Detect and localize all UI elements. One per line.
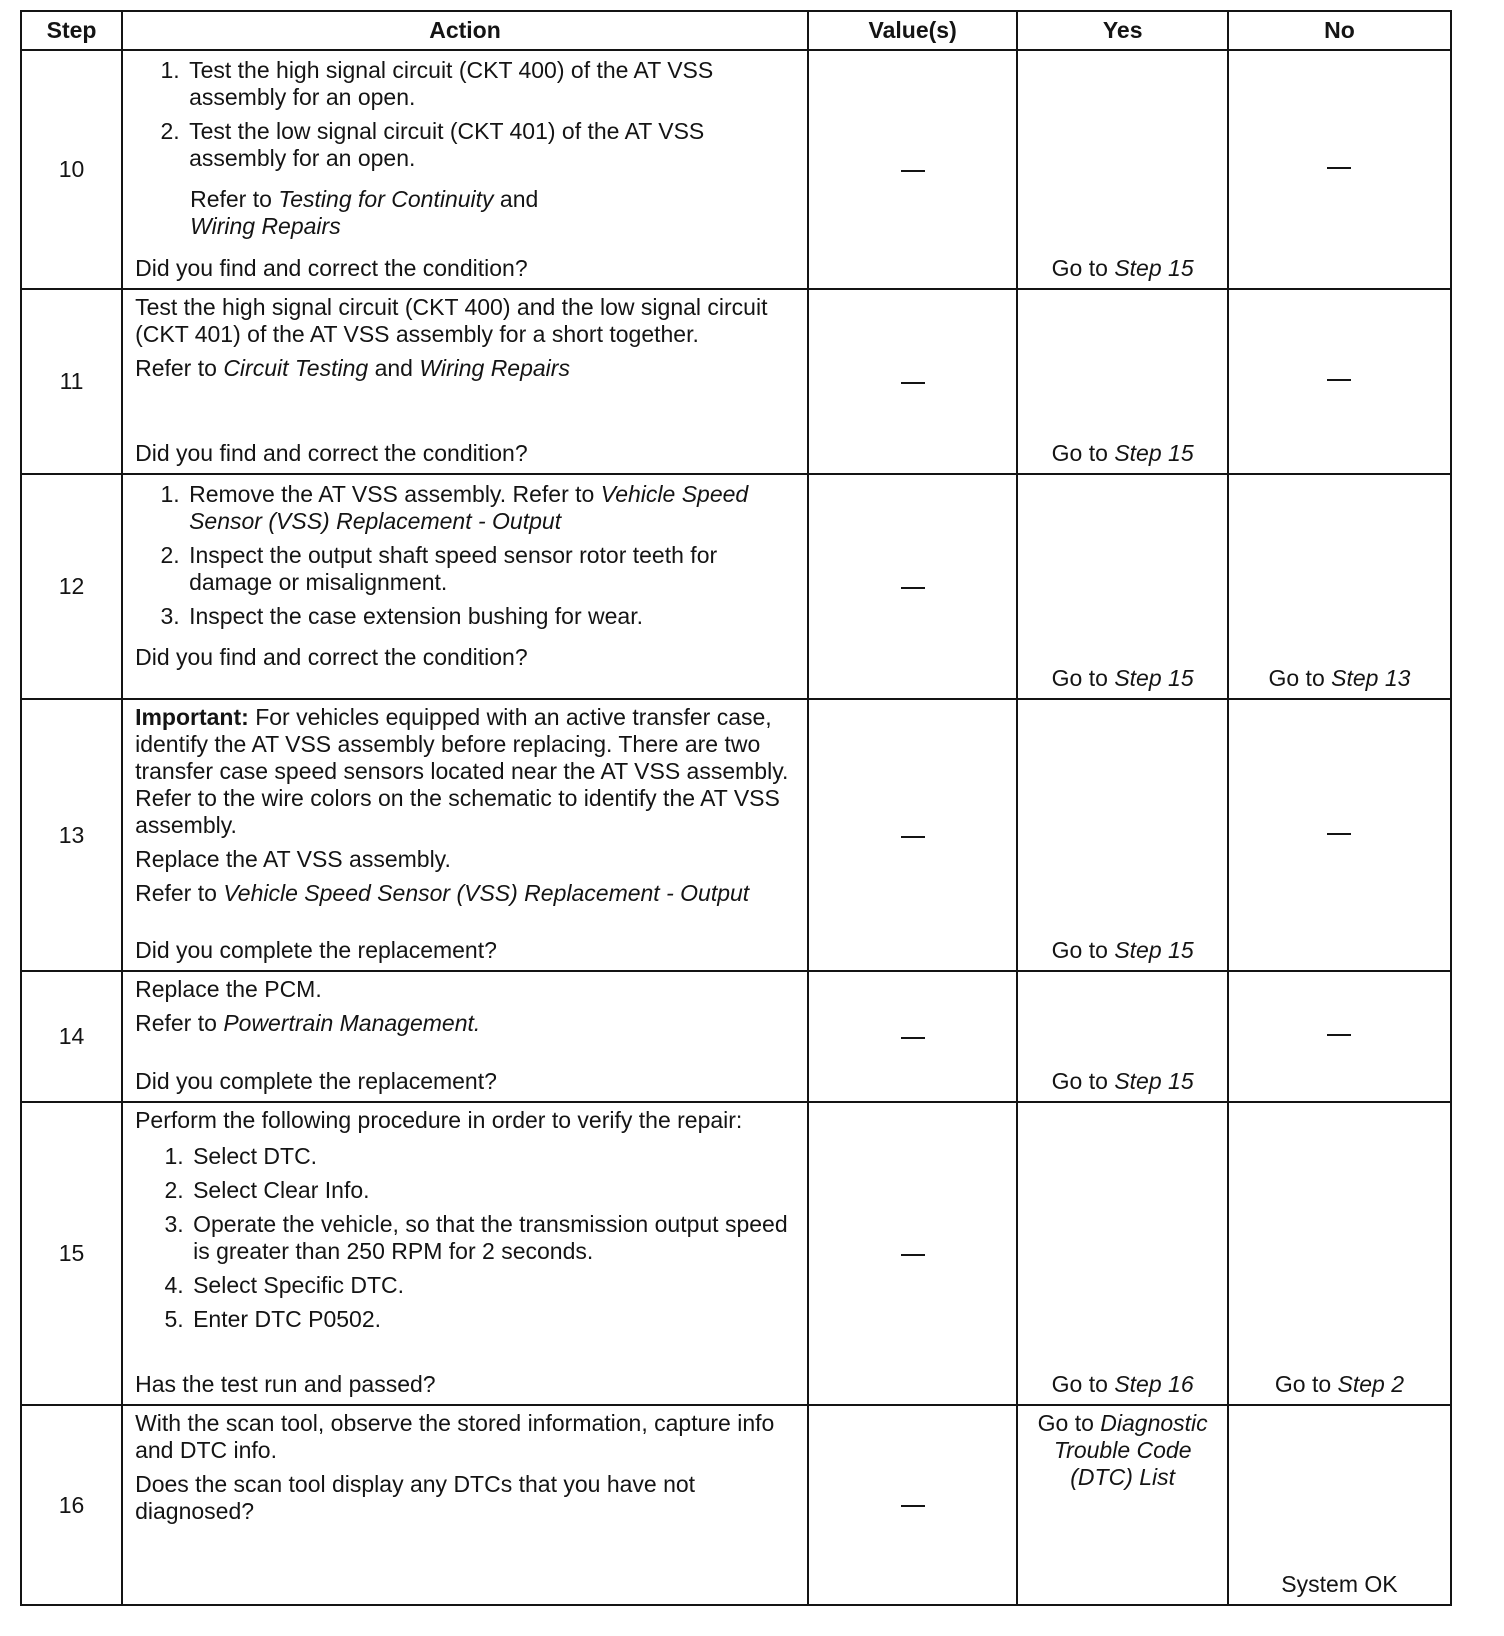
reference-prefix: Refer to: [135, 880, 224, 907]
values-cell: [808, 699, 1017, 971]
no-cell: [1228, 1102, 1451, 1405]
important-note: [135, 704, 797, 839]
action-text: Replace the AT VSS assembly.: [135, 846, 451, 873]
reference-text: [135, 880, 797, 907]
dash-mark: [901, 382, 925, 384]
action-item: 5. Enter DTC P0502.: [190, 1306, 797, 1333]
question-text: Has the test run and passed?: [135, 1371, 436, 1398]
table-row: [21, 474, 1451, 699]
reference-link[interactable]: Circuit Testing: [223, 355, 369, 382]
reference-prefix: Refer to: [190, 186, 279, 212]
header-no: No: [1228, 11, 1451, 50]
no-cell: [1228, 1405, 1451, 1605]
step-number: 14: [21, 971, 122, 1101]
dash-mark: [1327, 379, 1351, 381]
action-cell: [122, 289, 808, 474]
header-action: Action: [122, 11, 808, 50]
action-cell: [122, 699, 808, 971]
action-cell: [122, 971, 808, 1101]
action-cell: [122, 1405, 808, 1605]
reference-text: [135, 355, 797, 382]
reference-link[interactable]: Vehicle Speed Sensor (VSS) Replacement - Output: [223, 880, 750, 907]
action-cell: [122, 474, 808, 699]
values-cell: [808, 1102, 1017, 1405]
action-item: 1. Select DTC.: [190, 1143, 797, 1170]
diagnostic-table: [20, 10, 1452, 1606]
table-row: [21, 1405, 1451, 1605]
header-values: Value(s): [808, 11, 1017, 50]
step-number: 16: [21, 1405, 122, 1605]
yes-link[interactable]: Step 16: [1114, 1371, 1194, 1398]
no-cell: [1228, 50, 1451, 289]
yes-prefix: Go to: [1051, 937, 1115, 964]
reference-prefix: Refer to: [135, 355, 224, 382]
action-item: 2. Inspect the output shaft speed sensor rotor teeth for damage or misalignment.: [186, 542, 797, 596]
question-text: Did you find and correct the condition?: [135, 440, 528, 467]
yes-link[interactable]: Diagnostic Trouble Code (DTC) List: [1053, 1410, 1208, 1491]
action-text: Test the high signal circuit (CKT 400) and the low signal circuit (CKT 401) of the AT VSS assembly for a short together.: [135, 294, 768, 348]
no-cell: [1228, 699, 1451, 971]
yes-cell: [1017, 971, 1228, 1101]
question-text: Does the scan tool display any DTCs that you have not diagnosed?: [135, 1471, 696, 1525]
no-prefix: Go to: [1268, 665, 1332, 692]
step-number: 10: [21, 50, 122, 289]
values-cell: [808, 289, 1017, 474]
table-row: [21, 1102, 1451, 1405]
no-prefix: Go to: [1274, 1371, 1338, 1398]
no-cell: [1228, 474, 1451, 699]
reference-link[interactable]: Wiring Repairs: [190, 213, 341, 239]
no-cell: [1228, 971, 1451, 1101]
no-text: System OK: [1281, 1571, 1398, 1597]
action-item: 2. Select Clear Info.: [190, 1177, 797, 1204]
step-number: 15: [21, 1102, 122, 1405]
action-item: 3. Operate the vehicle, so that the transmission output speed is greater than 250 RPM for 2 seconds.: [190, 1211, 797, 1265]
reference-text: [135, 1010, 797, 1037]
yes-link[interactable]: Step 15: [1114, 665, 1194, 692]
action-item: 4. Select Specific DTC.: [190, 1272, 797, 1299]
dash-mark: [901, 1505, 925, 1507]
values-cell: [808, 971, 1017, 1101]
reference-link[interactable]: Powertrain Management.: [223, 1010, 481, 1037]
dash-mark: [1327, 833, 1351, 835]
dash-mark: [1327, 1034, 1351, 1036]
yes-cell: [1017, 1405, 1228, 1605]
reference-link[interactable]: Testing for Continuity: [278, 186, 494, 212]
yes-cell: [1017, 50, 1228, 289]
action-item: 3. Inspect the case extension bushing for wear.: [186, 603, 797, 630]
values-cell: [808, 474, 1017, 699]
reference-prefix: Refer to: [135, 1010, 224, 1037]
yes-prefix: Go to: [1051, 1067, 1115, 1094]
yes-link[interactable]: Step 15: [1114, 937, 1194, 964]
header-row: [21, 11, 1451, 50]
no-cell: [1228, 289, 1451, 474]
yes-link[interactable]: Step 15: [1114, 255, 1194, 282]
action-item: [186, 481, 797, 535]
no-link[interactable]: Step 2: [1337, 1371, 1405, 1398]
yes-prefix: Go to: [1051, 255, 1115, 282]
question-text: Did you find and correct the condition?: [135, 255, 528, 282]
yes-link[interactable]: Step 15: [1114, 1067, 1194, 1094]
question-text: Did you complete the replacement?: [135, 1067, 497, 1094]
question-text: Did you find and correct the condition?: [135, 644, 528, 671]
dash-mark: [901, 587, 925, 589]
yes-prefix: Go to: [1051, 665, 1115, 692]
yes-cell: [1017, 1102, 1228, 1405]
dash-mark: [901, 836, 925, 838]
action-text: Perform the following procedure in order to verify the repair:: [135, 1106, 743, 1133]
action-item: 1. Test the high signal circuit (CKT 400) of the AT VSS assembly for an open.: [186, 57, 797, 111]
question-text: Did you complete the replacement?: [135, 937, 497, 964]
step-number: 12: [21, 474, 122, 699]
table-row: [21, 50, 1451, 289]
step-number: 13: [21, 699, 122, 971]
dash-mark: [901, 170, 925, 172]
action-item: 2. Test the low signal circuit (CKT 401) of the AT VSS assembly for an open.: [186, 118, 797, 172]
step-number: 11: [21, 289, 122, 474]
table-row: [21, 699, 1451, 971]
yes-prefix: Go to: [1051, 440, 1115, 467]
values-cell: [808, 1405, 1017, 1605]
yes-cell: [1017, 474, 1228, 699]
important-label: Important:: [135, 704, 249, 731]
yes-prefix: Go to: [1037, 1410, 1101, 1437]
action-item-text: Remove the AT VSS assembly. Refer to: [189, 481, 601, 508]
important-text: For vehicles equipped with an active transfer case, identify the AT VSS assembly before replacing. There are two transfer case speed sensors located near the AT VSS assembly. Refer to the wire colors on the schematic to identify the AT VSS assembly.: [135, 704, 789, 839]
yes-cell: [1017, 699, 1228, 971]
reference-mid: and: [368, 355, 420, 382]
action-cell: [122, 1102, 808, 1405]
reference-mid: and: [493, 186, 539, 212]
reference-text: [190, 186, 797, 240]
no-link[interactable]: Step 13: [1331, 665, 1411, 692]
action-cell: [122, 50, 808, 289]
reference-link[interactable]: Vehicle Speed Sensor (VSS) Replacement - Output: [189, 481, 749, 535]
table-row: [21, 971, 1451, 1101]
yes-prefix: Go to: [1051, 1371, 1115, 1398]
dash-mark: [901, 1254, 925, 1256]
header-yes: Yes: [1017, 11, 1228, 50]
yes-link[interactable]: Step 15: [1114, 440, 1194, 467]
action-text: Replace the PCM.: [135, 976, 322, 1003]
yes-cell: [1017, 289, 1228, 474]
action-text: With the scan tool, observe the stored information, capture info and DTC info.: [135, 1410, 775, 1464]
header-step: Step: [21, 11, 122, 50]
reference-link[interactable]: Wiring Repairs: [419, 355, 570, 382]
dash-mark: [901, 1037, 925, 1039]
dash-mark: [1327, 167, 1351, 169]
table-row: [21, 289, 1451, 474]
values-cell: [808, 50, 1017, 289]
